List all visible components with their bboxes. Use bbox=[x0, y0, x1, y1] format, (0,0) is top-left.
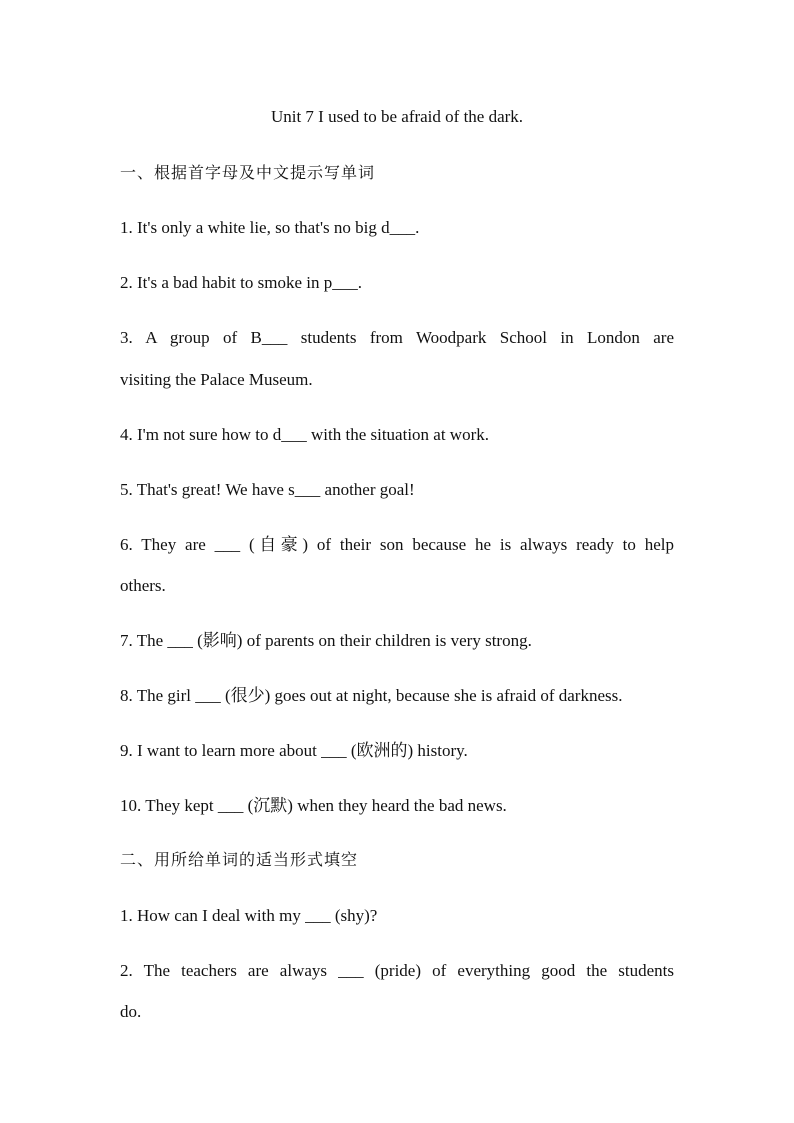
question-1-10: 10. They kept ___ (沉默) when they heard the bad news. bbox=[120, 796, 507, 815]
question-1-7: 7. The ___ (影响) of parents on their children is very strong. bbox=[120, 631, 532, 650]
question-1-3: 3. A group of B___ students from Woodpark School in London are bbox=[120, 328, 674, 347]
question-1-8: 8. The girl ___ (很少) goes out at night, because she is afraid of darkness. bbox=[120, 686, 623, 705]
question-1-1: 1. It's only a white lie, so that's no big d___. bbox=[120, 218, 420, 237]
question-1-4: 4. I'm not sure how to d___ with the situation at work. bbox=[120, 425, 489, 444]
question-2-2: 2. The teachers are always ___ (pride) of everything good the students bbox=[120, 961, 674, 980]
question-1-6-continued: others. bbox=[120, 576, 166, 595]
question-1-3-continued: visiting the Palace Museum. bbox=[120, 370, 313, 389]
question-2-1: 1. How can I deal with my ___ (shy)? bbox=[120, 906, 378, 925]
section-1-heading: 一、根据首字母及中文提示写单词 bbox=[120, 163, 376, 182]
question-1-2: 2. It's a bad habit to smoke in p___. bbox=[120, 273, 362, 292]
question-1-6: 6. They are ___ (自豪) of their son because he is always ready to help bbox=[120, 535, 674, 554]
page-title: Unit 7 I used to be afraid of the dark. bbox=[270, 107, 524, 126]
section-2-heading: 二、用所给单词的适当形式填空 bbox=[120, 850, 359, 869]
question-1-9: 9. I want to learn more about ___ (欧洲的) history. bbox=[120, 741, 468, 760]
question-2-2-continued: do. bbox=[120, 1002, 142, 1021]
question-1-5: 5. That's great! We have s___ another goal! bbox=[120, 480, 415, 499]
